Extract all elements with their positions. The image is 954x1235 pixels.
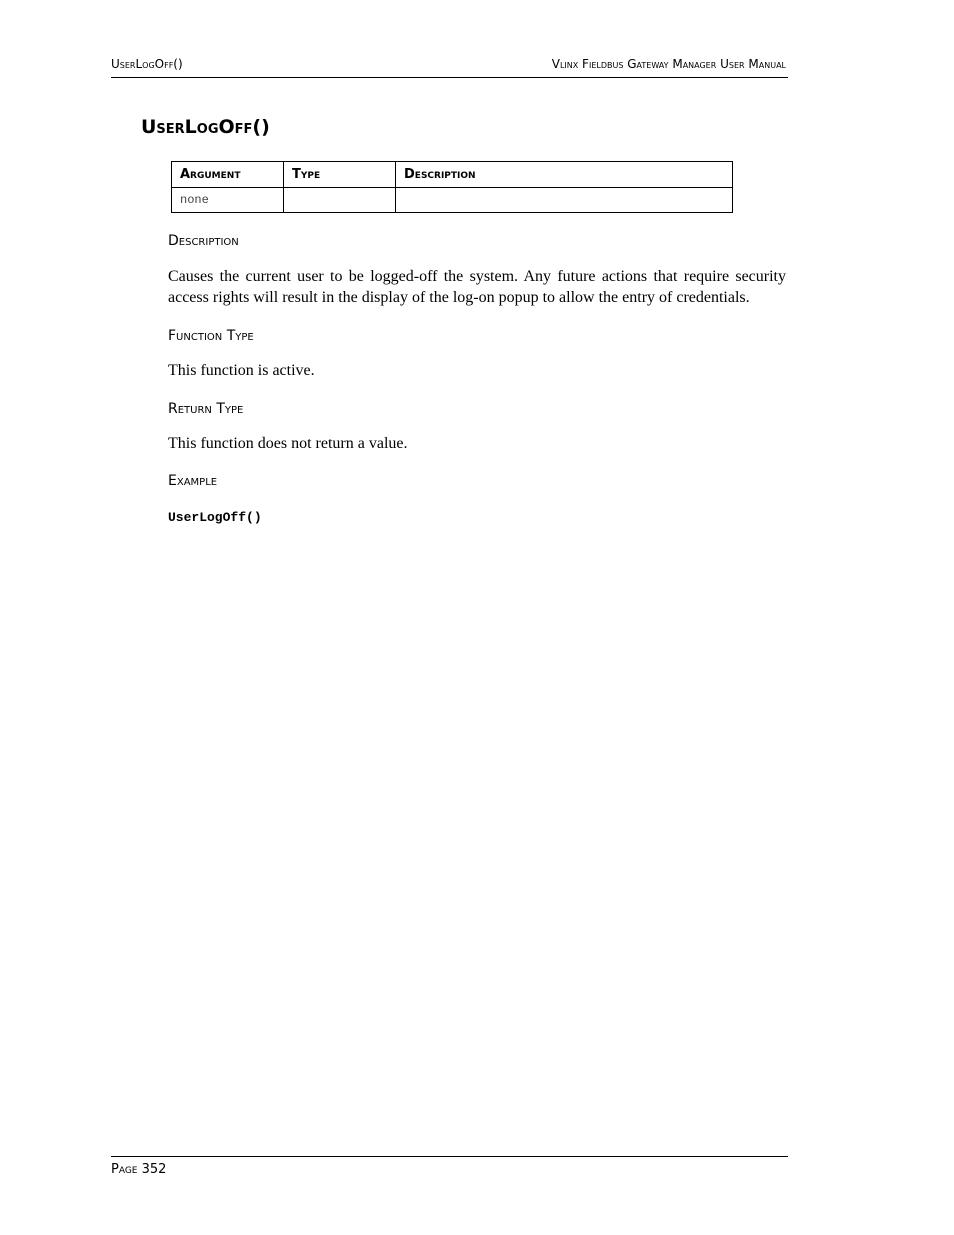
table-header-row [172, 162, 733, 188]
table-row [172, 188, 733, 213]
description-heading: Description [168, 233, 239, 249]
example-heading: Example [168, 473, 218, 489]
function-type-text: This function is active. [168, 362, 315, 379]
cell-argument: none [172, 188, 284, 213]
header-section-name: UserLogOff() [111, 57, 183, 71]
cell-description [396, 188, 733, 213]
function-type-heading: Function Type [168, 328, 254, 344]
page-label: Page [111, 1162, 138, 1177]
column-header-type: Type [284, 162, 396, 188]
return-type-heading: Return Type [168, 401, 244, 417]
description-text: Causes the current user to be logged-off the system. Any future actions that require security access rights will result in the display of the log-on popup to allow the entry of credentials. [168, 268, 786, 306]
return-type-text: This function does not return a value. [168, 435, 408, 452]
header-manual-title: Vlinx Fieldbus Gateway Manager User Manual [551, 57, 786, 71]
arguments-table [171, 161, 733, 213]
page-header [111, 55, 788, 78]
page-title: UserLogOff() [141, 116, 270, 138]
page-number [111, 1162, 166, 1177]
column-header-description: Description [396, 162, 733, 188]
page-number-value: 352 [141, 1162, 167, 1177]
column-header-argument: Argument [172, 162, 284, 188]
page-footer [111, 1156, 788, 1177]
cell-type [284, 188, 396, 213]
example-code: UserLogOff() [168, 510, 262, 525]
